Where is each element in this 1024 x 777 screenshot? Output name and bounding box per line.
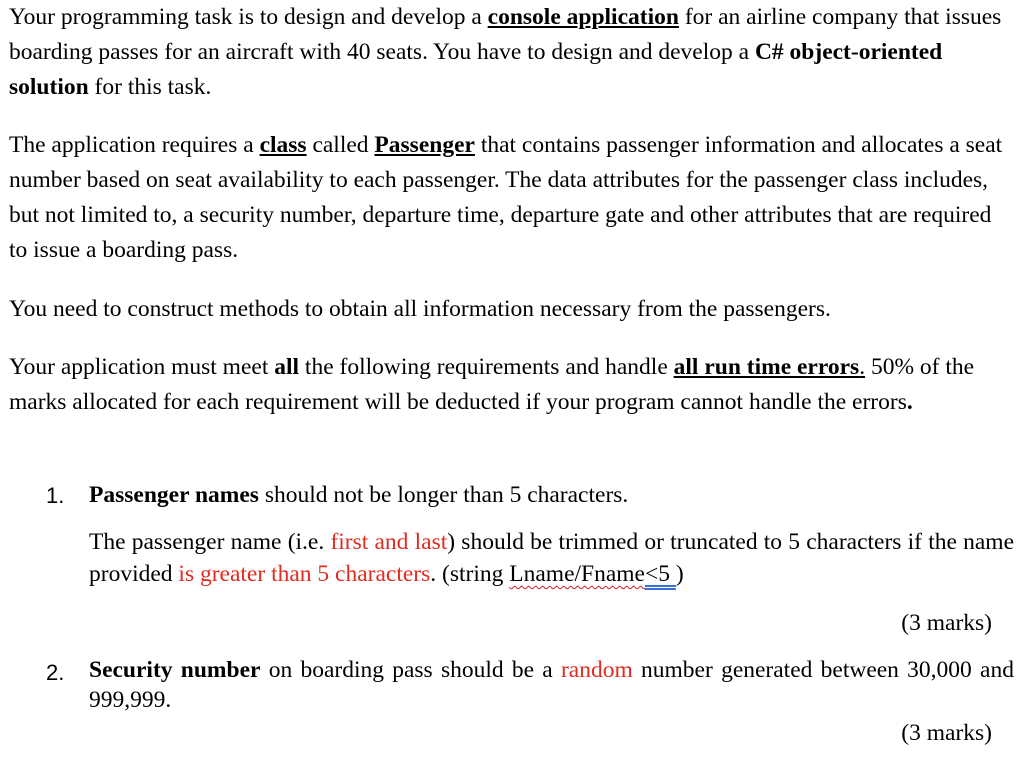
text-run: number generated between 30,000 and 999,999. bbox=[89, 657, 1014, 713]
text-run: ) bbox=[675, 561, 684, 587]
requirement-2-number: 2. bbox=[46, 660, 65, 685]
requirement-2-marks: (3 marks) bbox=[901, 720, 992, 746]
requirement-1-number: 1. bbox=[46, 483, 65, 508]
text-run: Your application must meet bbox=[9, 354, 275, 380]
emphasis-all: all bbox=[274, 354, 300, 380]
emphasis-run-time-errors: all run time errors bbox=[673, 354, 860, 380]
class-paragraph bbox=[9, 128, 1014, 268]
text-run: the following requirements and handle bbox=[299, 354, 674, 380]
text-run: called bbox=[306, 132, 375, 158]
requirement-1-detail bbox=[89, 526, 1014, 590]
code-lname-fname: Lname/Fname bbox=[509, 561, 645, 587]
requirement-1-marks: (3 marks) bbox=[901, 610, 992, 636]
text-run: The passenger name (i.e. bbox=[89, 529, 331, 555]
highlight-greater-than-5: is greater than 5 characters bbox=[178, 561, 431, 587]
text-run: Your programming task is to design and develop a bbox=[9, 4, 488, 30]
text-run: for an airline company that issues boarding passes for an aircraft with 40 seats. You have to design and develop a bbox=[9, 4, 1002, 65]
text-run: The application requires a bbox=[9, 132, 260, 158]
text-run: . (string bbox=[430, 561, 510, 587]
emphasis-passenger-names: Passenger names bbox=[89, 482, 259, 508]
text-run: . bbox=[906, 389, 913, 415]
emphasis-class: class bbox=[259, 132, 307, 158]
text-run: . bbox=[859, 354, 866, 380]
requirements-paragraph bbox=[9, 350, 1014, 420]
text-run: You need to construct methods to obtain all information necessary from the passengers. bbox=[9, 296, 831, 322]
code-less-than-5: <5 bbox=[644, 561, 676, 587]
intro-paragraph bbox=[9, 0, 1014, 105]
text-run: that contains passenger information and allocates a seat number based on seat availability to each passenger. The data attributes for the passenger class includes, but not limited to, a security number, departure time, departure gate and other attributes that are required to issue a boarding pass. bbox=[9, 132, 1003, 263]
highlight-random: random bbox=[560, 657, 633, 683]
text-run: for this task. bbox=[88, 74, 212, 100]
requirement-1-title bbox=[89, 478, 1014, 513]
text-run: should not be longer than 5 characters. bbox=[258, 482, 629, 508]
methods-paragraph bbox=[9, 292, 1014, 327]
text-run: on boarding pass should be a bbox=[260, 657, 561, 683]
emphasis-csharp-oo: C# object-oriented solution bbox=[9, 39, 943, 100]
requirement-2-text bbox=[89, 655, 1014, 715]
highlight-first-and-last: first and last bbox=[330, 529, 448, 555]
text-run: ) should be trimmed or truncated to 5 characters if the name provided bbox=[89, 529, 1015, 587]
emphasis-console-application: console application bbox=[487, 4, 679, 30]
emphasis-passenger: Passenger bbox=[374, 132, 475, 158]
emphasis-security-number: Security number bbox=[89, 657, 261, 683]
text-run: 50% of the marks allocated for each requirement will be deducted if your program cannot handle the errors bbox=[9, 354, 975, 415]
